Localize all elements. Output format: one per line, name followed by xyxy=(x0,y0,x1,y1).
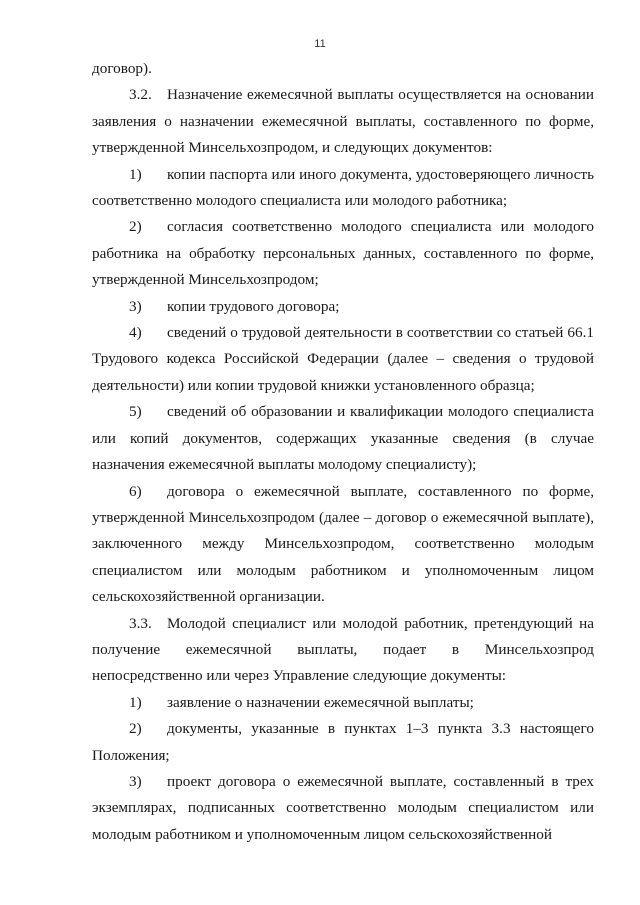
paragraph-text: Назначение ежемесячной выплаты осуществляется на основании заявления о назначении ежемесячной выплаты, составленного по форме, утвержденной Минсельхозпродом, и следующих документов: xyxy=(92,86,594,157)
paragraph-text: проект договора о ежемесячной выплате, составленный в трех экземплярах, подписанных соответственно молодым специалистом или молодым работником и уполномоченным лицом сельскохозяйственной xyxy=(92,772,594,843)
list-item xyxy=(92,162,594,215)
paragraph-text: документы, указанные в пунктах 1–3 пункта 3.3 настоящего Положения; xyxy=(92,720,594,764)
list-item-number: 1) xyxy=(129,693,142,711)
list-item-number: 2) xyxy=(129,720,142,738)
list-item xyxy=(92,690,594,716)
paragraph-text: сведений о трудовой деятельности в соответствии со статьей 66.1 Трудового кодекса Российской Федерации (далее – сведения о трудовой деятельности) или копии трудовой книжки установленного образца; xyxy=(92,324,594,394)
list-item xyxy=(92,479,594,611)
clause-number: 3.3. xyxy=(129,614,152,632)
document-body xyxy=(92,56,594,848)
paragraph-text: сведений об образовании и квалификации молодого специалиста или копий документов, содержащих указанные сведения (в случае назначения ежемесячной выплаты молодому специалисту); xyxy=(92,403,594,474)
list-item xyxy=(92,320,594,399)
list-item-number: 2) xyxy=(129,218,142,236)
list-item-number: 5) xyxy=(129,403,142,421)
page-number: 11 xyxy=(314,38,326,50)
paragraph-text: согласия соответственно молодого специалиста или молодого работника на обработку персональных данных, составленного по форме, утвержденной Минсельхозпродом; xyxy=(92,218,594,289)
paragraph-text: Молодой специалист или молодой работник, претендующий на получение ежемесячной выплаты, подает в Минсельхозпрод непосредственно или через Управление следующие документы: xyxy=(92,614,594,685)
list-item-number: 4) xyxy=(129,324,142,342)
paragraph-text: копии паспорта или иного документа, удостоверяющего личность соответственно молодого специалиста или молодого работника; xyxy=(92,165,594,210)
list-item xyxy=(92,399,594,478)
clause-3-3 xyxy=(92,611,594,690)
paragraph-continuation xyxy=(92,56,594,82)
list-item-number: 1) xyxy=(129,165,142,183)
list-item xyxy=(92,214,594,293)
paragraph-text: договора о ежемесячной выплате, составленного по форме, утвержденной Минсельхозпродом (далее – договор о ежемесячной выплате), заключенного между Минсельхозпродом, соответственно молодым специалистом или молодым работником и уполномоченным лицом сельскохозяйственной организации. xyxy=(92,482,594,606)
clause-number: 3.2. xyxy=(129,86,152,104)
list-item-number: 3) xyxy=(129,297,142,315)
list-item xyxy=(92,294,594,320)
paragraph-text: копии трудового договора; xyxy=(167,297,340,315)
clause-3-2 xyxy=(92,82,594,161)
list-item-number: 3) xyxy=(129,772,142,790)
paragraph-text: заявление о назначении ежемесячной выплаты; xyxy=(167,693,474,711)
list-item xyxy=(92,769,594,848)
list-item-number: 6) xyxy=(129,482,142,500)
paragraph-text: договор). xyxy=(92,60,152,77)
list-item xyxy=(92,716,594,769)
